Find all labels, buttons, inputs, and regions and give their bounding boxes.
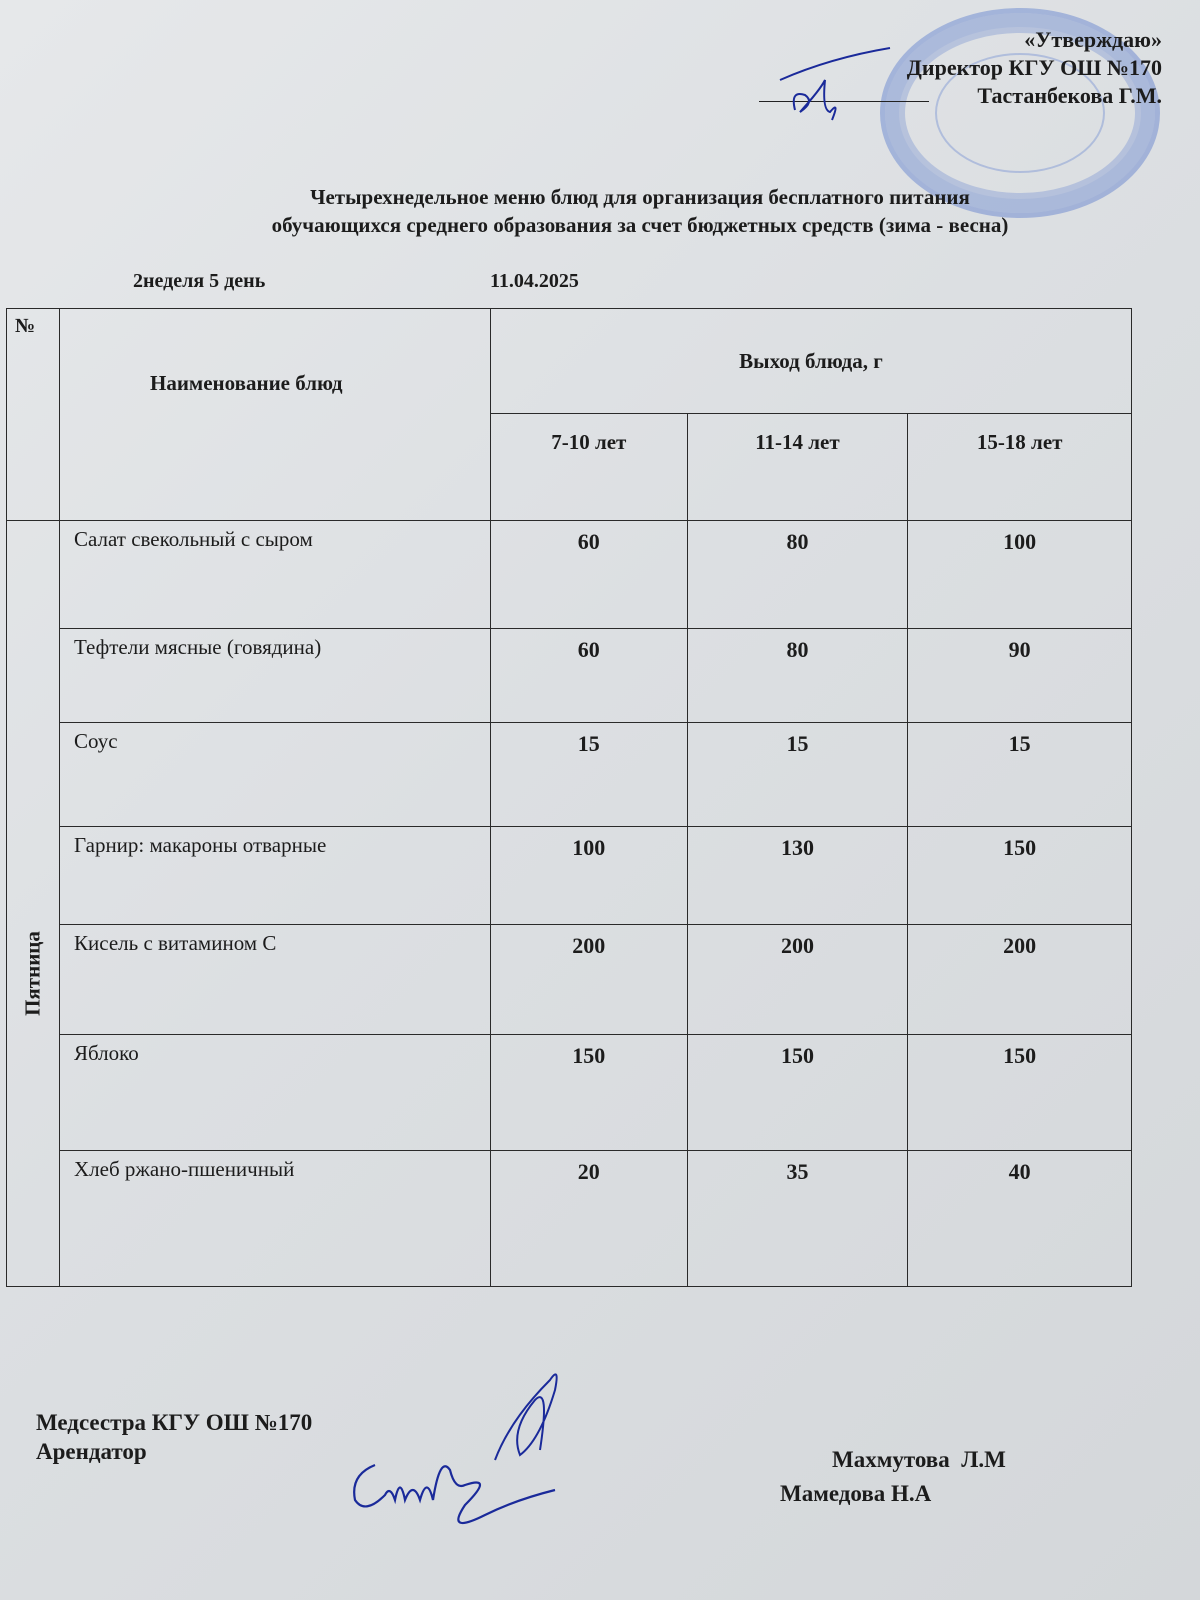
yield-value: 15 (491, 723, 688, 827)
table-row (7, 925, 1132, 1035)
tenant-name: Мамедова Н.А (780, 1481, 932, 1506)
title-line-2: обучающихся среднего образования за счет бюджетных средств (зима - весна) (271, 213, 1009, 237)
table-row (7, 1151, 1132, 1287)
approve-label: «Утверждаю» (1024, 27, 1162, 52)
dish-name: Тефтели мясные (говядина) (60, 629, 491, 723)
week-day-line (133, 270, 579, 293)
nurse-label: Медсестра КГУ ОШ №170 (36, 1410, 313, 1435)
table-row (7, 723, 1132, 827)
age-header-15-18: 15-18 лет (908, 414, 1132, 521)
dish-name: Яблоко (60, 1035, 491, 1151)
yield-value: 40 (908, 1151, 1132, 1287)
approval-block (907, 26, 1162, 110)
yield-value: 60 (491, 629, 688, 723)
yield-value: 150 (687, 1035, 908, 1151)
menu-table (6, 308, 1132, 1287)
dish-name: Кисель с витамином С (60, 925, 491, 1035)
yield-value: 100 (908, 521, 1132, 629)
tenant-label: Арендатор (36, 1439, 147, 1464)
table-row (7, 1035, 1132, 1151)
dish-name-header: Наименование блюд (60, 309, 491, 521)
yield-value: 150 (491, 1035, 688, 1151)
footer-roles (36, 1408, 312, 1466)
yield-value: 15 (908, 723, 1132, 827)
yield-value: 80 (687, 521, 908, 629)
dish-name: Салат свекольный с сыром (60, 521, 491, 629)
title-line-1: Четырехнедельное меню блюд для организация бесплатного питания (310, 185, 970, 209)
yield-value: 130 (687, 827, 908, 925)
yield-value: 100 (491, 827, 688, 925)
director-name: Тастанбекова Г.М. (977, 83, 1162, 108)
yield-value: 20 (491, 1151, 688, 1287)
yield-value: 200 (491, 925, 688, 1035)
document-title (120, 183, 1160, 239)
director-signature (770, 40, 900, 130)
number-header: № (7, 309, 60, 521)
tenant-signature (345, 1445, 575, 1545)
dish-name: Соус (60, 723, 491, 827)
yield-value: 150 (908, 827, 1132, 925)
yield-value: 80 (687, 629, 908, 723)
yield-value: 35 (687, 1151, 908, 1287)
table-row (7, 629, 1132, 723)
age-header-11-14: 11-14 лет (687, 414, 908, 521)
yield-value: 90 (908, 629, 1132, 723)
footer-names (780, 1443, 1006, 1511)
dish-name: Гарнир: макароны отварные (60, 827, 491, 925)
yield-value: 200 (687, 925, 908, 1035)
nurse-name: Махмутова Л.М (832, 1447, 1006, 1472)
yield-value: 150 (908, 1035, 1132, 1151)
age-header-7-10: 7-10 лет (491, 414, 688, 521)
day-label-cell (7, 521, 60, 1287)
yield-value: 15 (687, 723, 908, 827)
yield-value: 60 (491, 521, 688, 629)
day-label: Пятница (20, 931, 45, 1016)
week-day: 2неделя 5 день (133, 270, 266, 292)
yield-value: 200 (908, 925, 1132, 1035)
table-row (7, 827, 1132, 925)
director-position: Директор КГУ ОШ №170 (906, 55, 1162, 80)
table-row (7, 521, 1132, 629)
yield-header: Выход блюда, г (491, 309, 1132, 414)
dish-name: Хлеб ржано-пшеничный (60, 1151, 491, 1287)
menu-date: 11.04.2025 (490, 270, 579, 292)
